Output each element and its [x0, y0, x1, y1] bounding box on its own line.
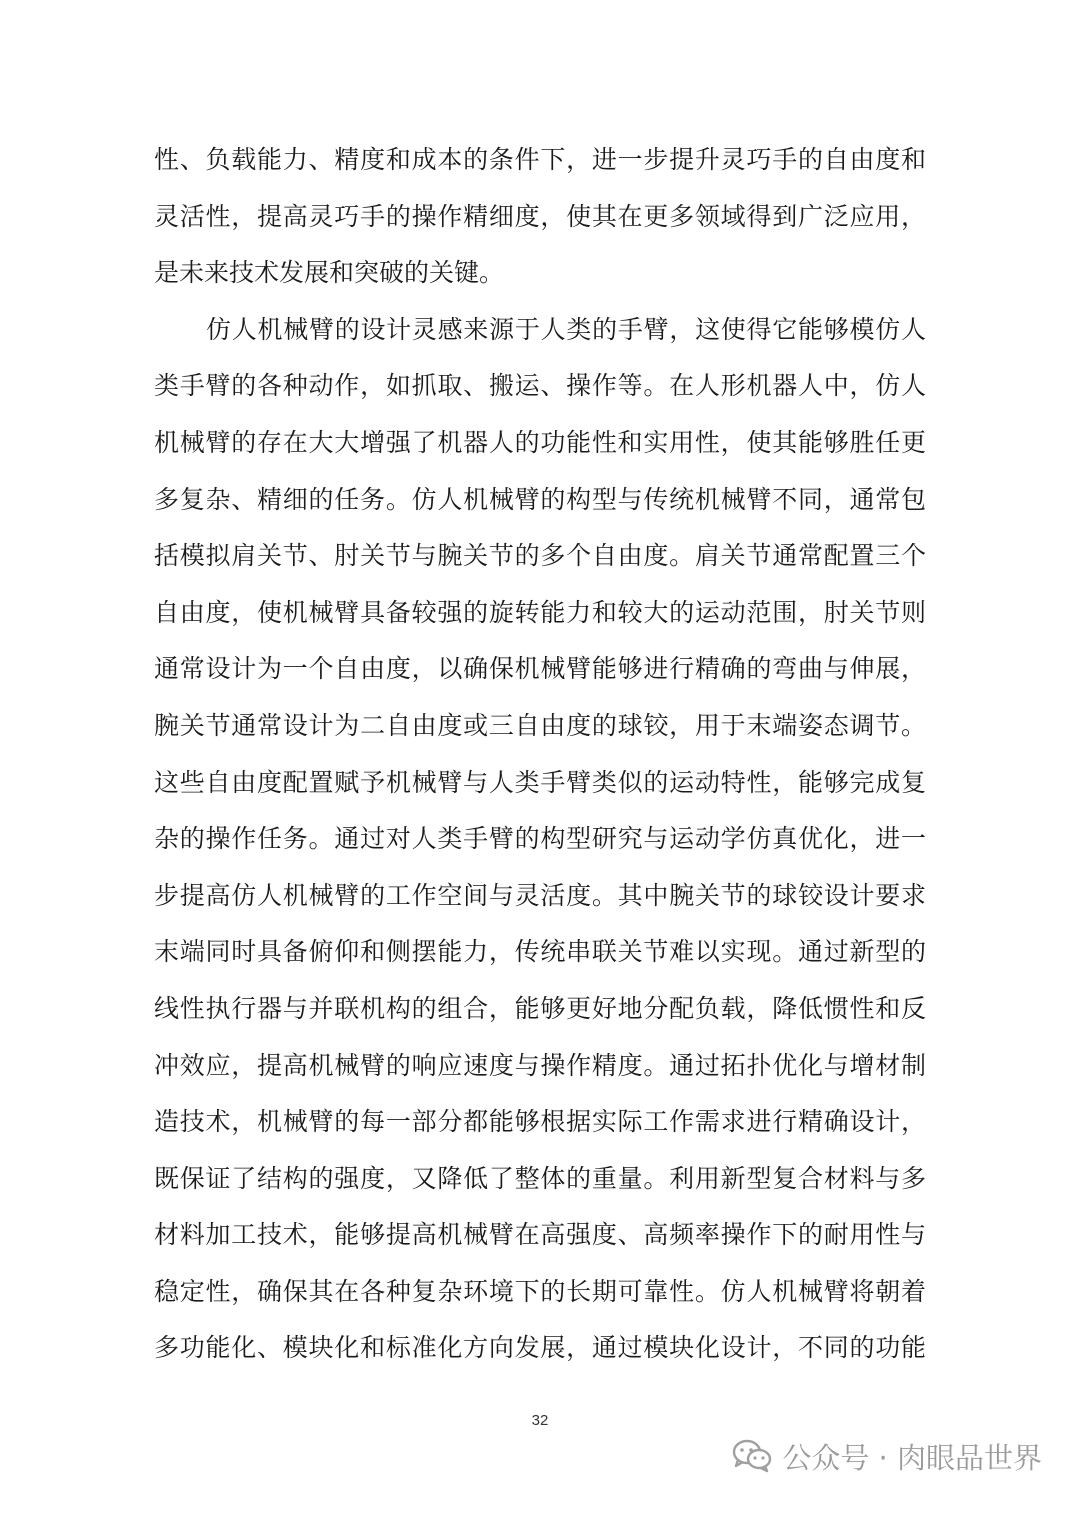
text-line: 末端同时具备俯仰和侧摆能力，传统串联关节难以实现。通过新型的: [154, 937, 926, 967]
text-line: 这些自由度配置赋予机械臂与人类手臂类似的运动特性，能够完成复: [154, 767, 926, 797]
text-line: 类手臂的各种动作，如抓取、搬运、操作等。在人形机器人中，仿人: [154, 371, 926, 401]
text-line: 灵活性，提高灵巧手的操作精细度，使其在更多领域得到广泛应用，: [154, 201, 926, 231]
text-line: 多功能化、模块化和标准化方向发展，通过模块化设计，不同的功能: [154, 1333, 926, 1363]
wechat-icon: [732, 1439, 772, 1473]
text-line: 稳定性，确保其在各种复杂环境下的长期可靠性。仿人机械臂将朝着: [154, 1276, 926, 1306]
paragraph-2: [154, 302, 926, 1434]
text-line: 步提高仿人机械臂的工作空间与灵活度。其中腕关节的球铰设计要求: [154, 880, 926, 910]
text-line: 是未来技术发展和突破的关键。: [154, 258, 505, 288]
text-line: 材料加工技术，能够提高机械臂在高强度、高频率操作下的耐用性与: [154, 1220, 926, 1250]
text-line: 冲效应，提高机械臂的响应速度与操作精度。通过拓扑优化与增材制: [154, 1050, 926, 1080]
text-line: 既保证了结构的强度，又降低了整体的重量。利用新型复合材料与多: [154, 1163, 926, 1193]
page-number: 32: [531, 1412, 549, 1429]
body-text: [154, 132, 926, 1434]
text-line: 机械臂的存在大大增强了机器人的功能性和实用性，使其能够胜任更: [154, 427, 926, 457]
text-line: 仿人机械臂的设计灵感来源于人类的手臂，这使得它能够模仿人: [206, 314, 926, 344]
watermark-text: 公众号 · 肉眼品世界: [782, 1440, 1042, 1475]
paragraph-1: [154, 132, 926, 302]
watermark: [732, 1428, 1042, 1484]
text-line: 括模拟肩关节、肘关节与腕关节的多个自由度。肩关节通常配置三个: [154, 541, 926, 571]
text-line: 腕关节通常设计为二自由度或三自由度的球铰，用于末端姿态调节。: [154, 710, 926, 740]
text-line: 多复杂、精细的任务。仿人机械臂的构型与传统机械臂不同，通常包: [154, 484, 926, 514]
text-line: 造技术，机械臂的每一部分都能够根据实际工作需求进行精确设计，: [154, 1107, 926, 1137]
text-line: 通常设计为一个自由度，以确保机械臂能够进行精确的弯曲与伸展，: [154, 654, 926, 684]
text-line: 性、负载能力、精度和成本的条件下，进一步提升灵巧手的自由度和: [154, 145, 926, 174]
text-line: 自由度，使机械臂具备较强的旋转能力和较大的运动范围，肘关节则: [154, 597, 926, 627]
text-line: 线性执行器与并联机构的组合，能够更好地分配负载，降低惯性和反: [154, 993, 926, 1023]
text-line: 杂的操作任务。通过对人类手臂的构型研究与运动学仿真优化，进一: [154, 824, 926, 854]
